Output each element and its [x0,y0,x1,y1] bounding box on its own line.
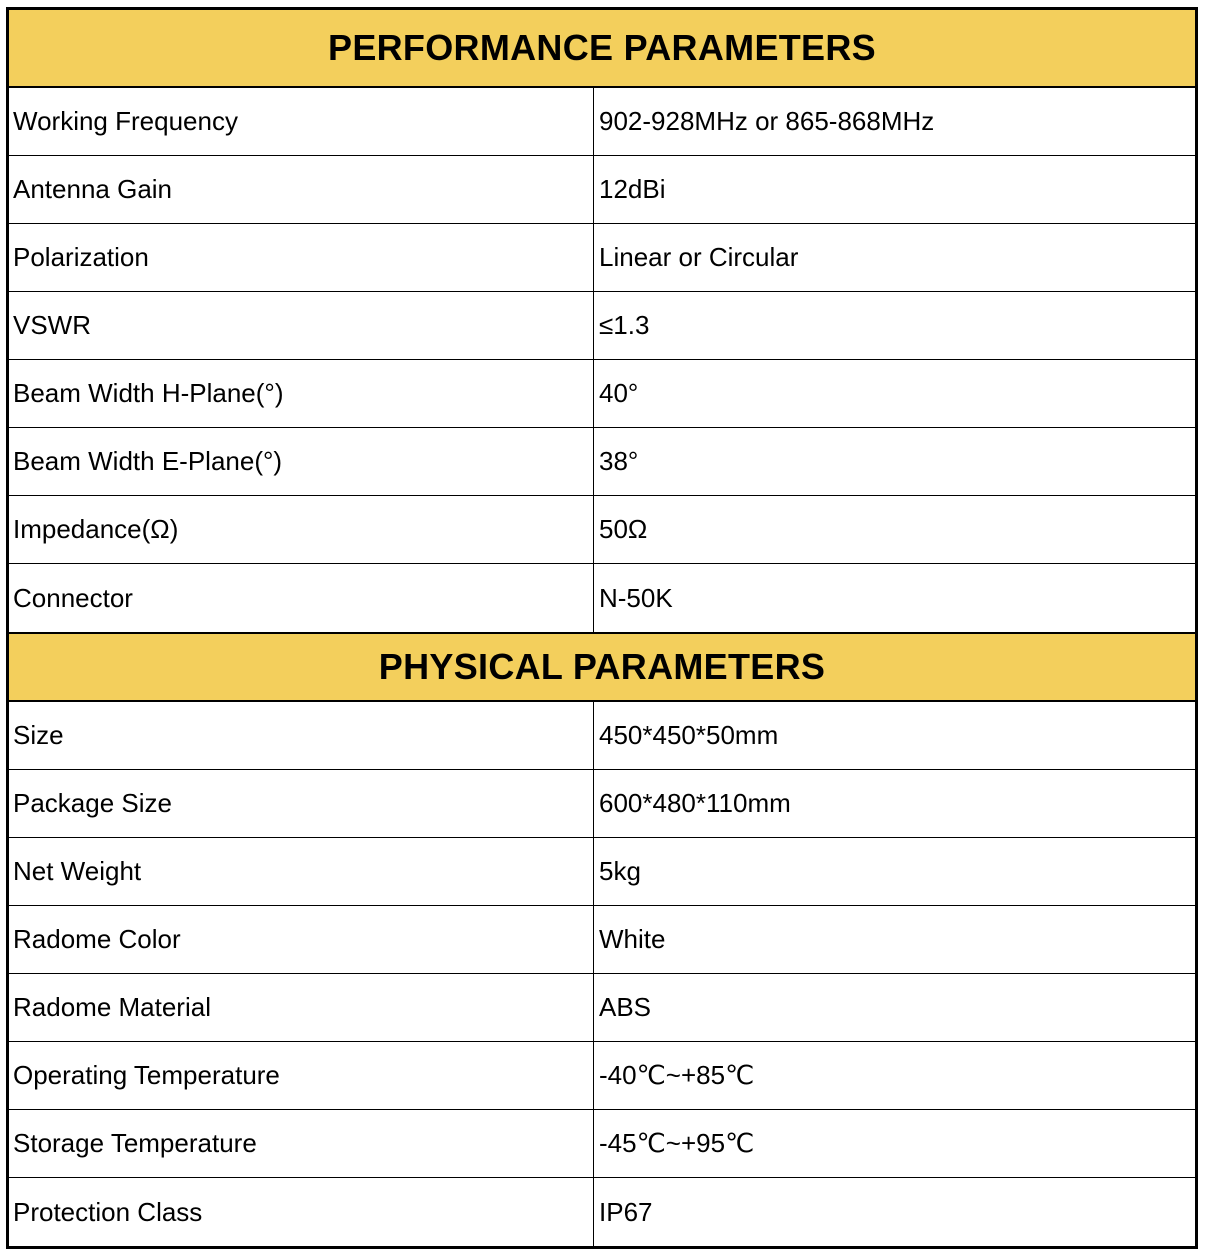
table-row [9,564,1195,632]
param-value: 12dBi [599,174,666,204]
table-row [9,224,1195,292]
param-value: IP67 [599,1196,653,1227]
table-row [9,1042,1195,1110]
param-value: ≤1.3 [599,310,650,340]
physical-parameters-header: PHYSICAL PARAMETERS [9,632,1195,702]
param-label: Protection Class [9,1178,594,1246]
param-label: Storage Temperature [9,1110,594,1177]
param-label: Polarization [9,224,594,291]
param-value: White [599,924,666,954]
param-value: 902-928MHz or 865-868MHz [599,106,935,136]
table-row [9,1110,1195,1178]
table-row [9,428,1195,496]
table-row [9,360,1195,428]
table-row [9,292,1195,360]
performance-parameters-header: PERFORMANCE PARAMETERS [9,10,1195,88]
table-row [9,88,1195,156]
spec-table [6,7,1198,1249]
param-label: Net Weight [9,838,594,905]
param-label: Impedance(Ω) [9,496,594,563]
table-row [9,1178,1195,1246]
param-label: Antenna Gain [9,156,594,223]
table-row [9,974,1195,1042]
table-row [9,838,1195,906]
param-value: 450*450*50mm [599,720,779,750]
param-value: ABS [599,992,652,1022]
param-value: 600*480*110mm [599,788,791,818]
param-label: Package Size [9,770,594,837]
table-row [9,156,1195,224]
table-row [9,906,1195,974]
param-value: 40° [599,378,639,408]
param-label: Connector [9,564,594,632]
param-label: Radome Material [9,974,594,1041]
param-label: Radome Color [9,906,594,973]
param-label: Working Frequency [9,88,594,155]
param-value: 5kg [599,856,641,886]
param-value: N-50K [599,582,673,613]
table-row [9,770,1195,838]
param-label: Operating Temperature [9,1042,594,1109]
param-value: -45℃~+95℃ [599,1128,755,1158]
table-row [9,496,1195,564]
param-label: Size [9,702,594,769]
param-label: VSWR [9,292,594,359]
param-label: Beam Width H-Plane(°) [9,360,594,427]
param-value: 38° [599,446,639,476]
param-value: -40℃~+85℃ [599,1060,755,1090]
param-value: 50Ω [599,514,648,544]
param-value: Linear or Circular [599,242,799,272]
table-row [9,702,1195,770]
param-label: Beam Width E-Plane(°) [9,428,594,495]
